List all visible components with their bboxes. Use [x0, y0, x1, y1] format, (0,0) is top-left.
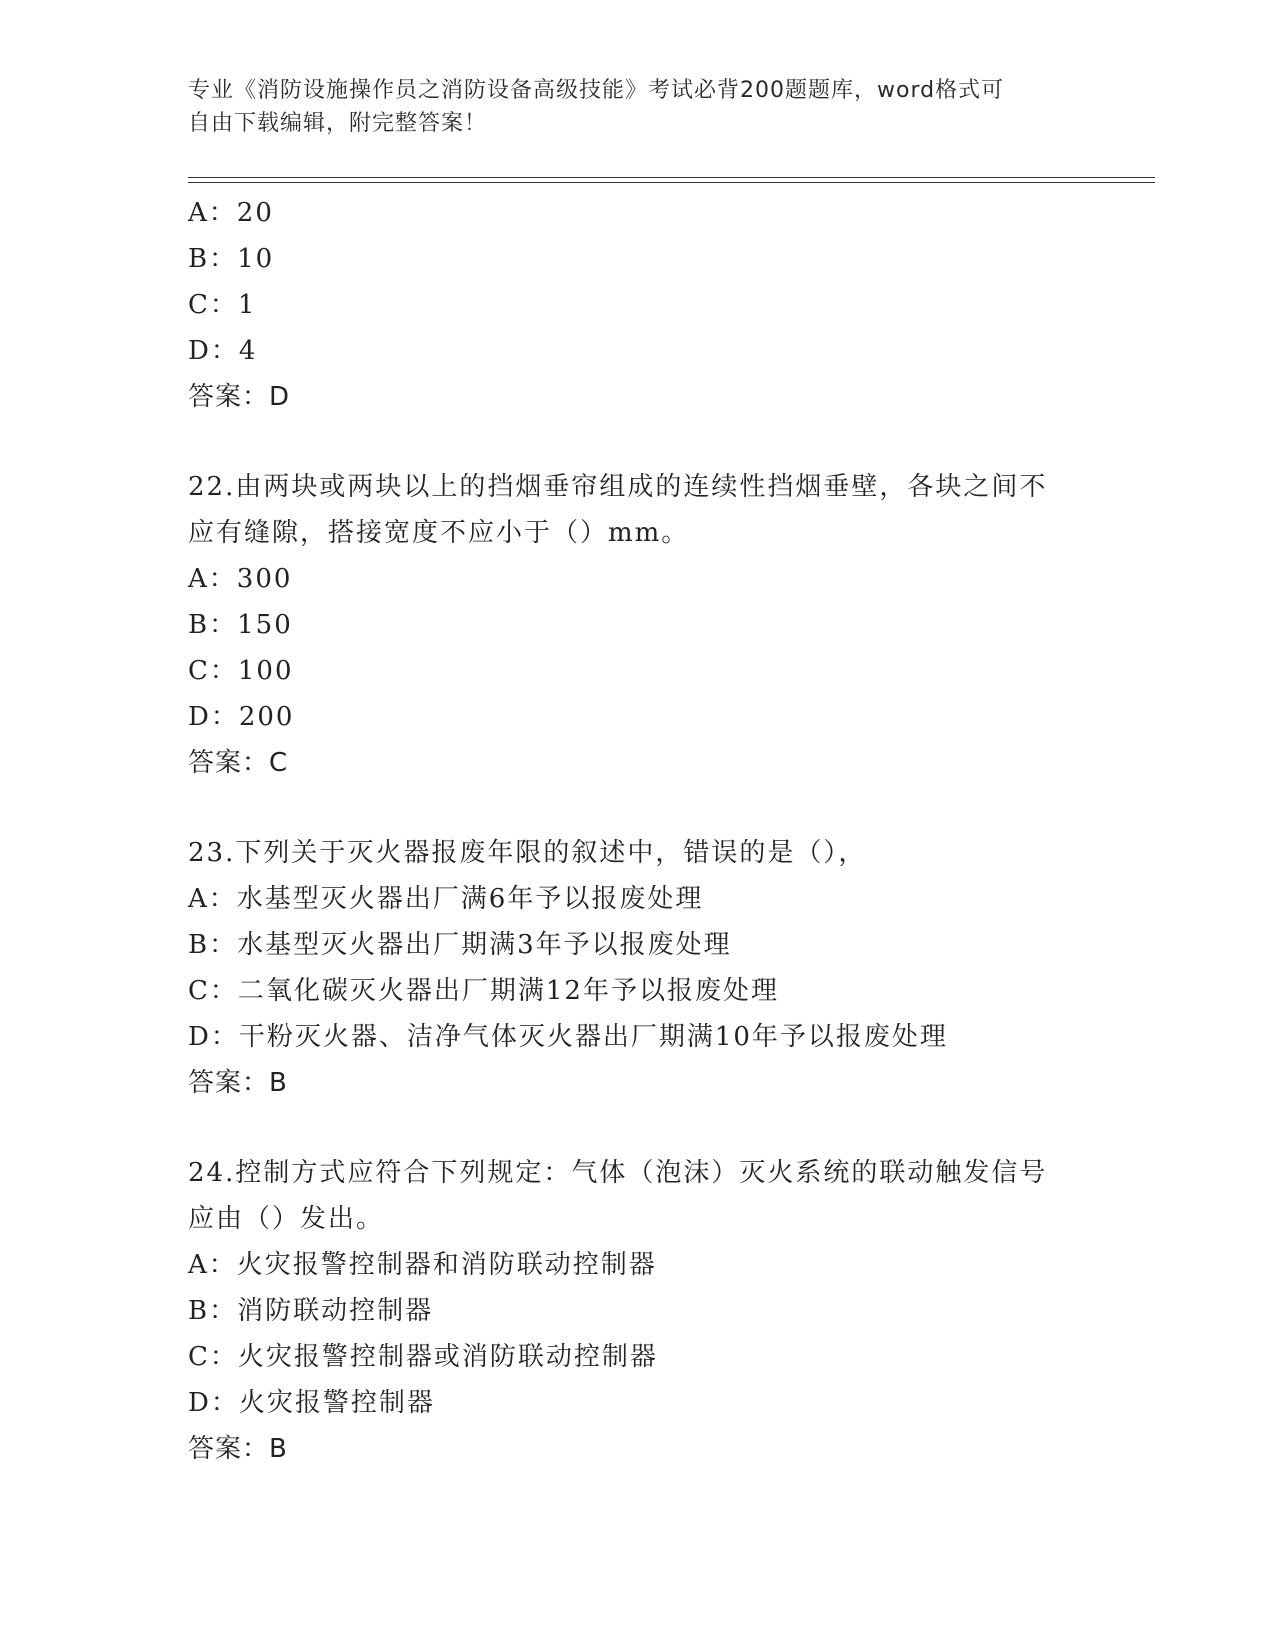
option-a: A：火灾报警控制器和消防联动控制器 — [188, 1250, 657, 1280]
question-stem: 24.控制方式应符合下列规定：气体（泡沫）灭火系统的联动触发信号 — [188, 1158, 1048, 1188]
option-c: C：二氧化碳灭火器出厂期满12年予以报废处理 — [188, 976, 779, 1006]
header-divider-bottom — [188, 182, 1155, 183]
option-a: A：水基型灭火器出厂满6年予以报废处理 — [188, 884, 704, 914]
question-stem-cont: 应有缝隙，搭接宽度不应小于（）mm。 — [188, 518, 690, 548]
document-header — [188, 74, 1068, 140]
question-list — [188, 190, 1088, 1472]
option-d: D：火灾报警控制器 — [188, 1388, 435, 1418]
header-divider-top — [188, 177, 1155, 178]
question-21 — [188, 190, 1088, 420]
option-d: D：200 — [188, 702, 295, 732]
answer: 答案：D — [188, 382, 291, 412]
option-c: C：100 — [188, 656, 294, 686]
option-d: D：干粉灭火器、洁净气体灭火器出厂期满10年予以报废处理 — [188, 1022, 948, 1052]
option-b: B：10 — [188, 244, 275, 274]
header-line-2: 自由下载编辑，附完整答案！ — [188, 111, 488, 136]
question-stem: 23.下列关于灭火器报废年限的叙述中，错误的是（）， — [188, 838, 867, 868]
option-b: B：水基型灭火器出厂期满3年予以报废处理 — [188, 930, 732, 960]
question-stem: 22.由两块或两块以上的挡烟垂帘组成的连续性挡烟垂壁，各块之间不 — [188, 472, 1048, 502]
option-d: D：4 — [188, 336, 258, 366]
option-c: C：1 — [188, 290, 257, 320]
header-line-1: 专业《消防设施操作员之消防设备高级技能》考试必背200题题库，word格式可 — [188, 78, 1005, 103]
answer: 答案：C — [188, 748, 289, 778]
question-23 — [188, 830, 1088, 1106]
answer: 答案：B — [188, 1068, 288, 1098]
option-c: C：火灾报警控制器或消防联动控制器 — [188, 1342, 658, 1372]
question-22 — [188, 464, 1088, 786]
option-a: A：20 — [188, 198, 274, 228]
answer: 答案：B — [188, 1434, 288, 1464]
question-24 — [188, 1150, 1088, 1472]
question-stem-cont: 应由（）发出。 — [188, 1204, 385, 1234]
option-a: A：300 — [188, 564, 293, 594]
option-b: B：150 — [188, 610, 293, 640]
option-b: B：消防联动控制器 — [188, 1296, 434, 1326]
